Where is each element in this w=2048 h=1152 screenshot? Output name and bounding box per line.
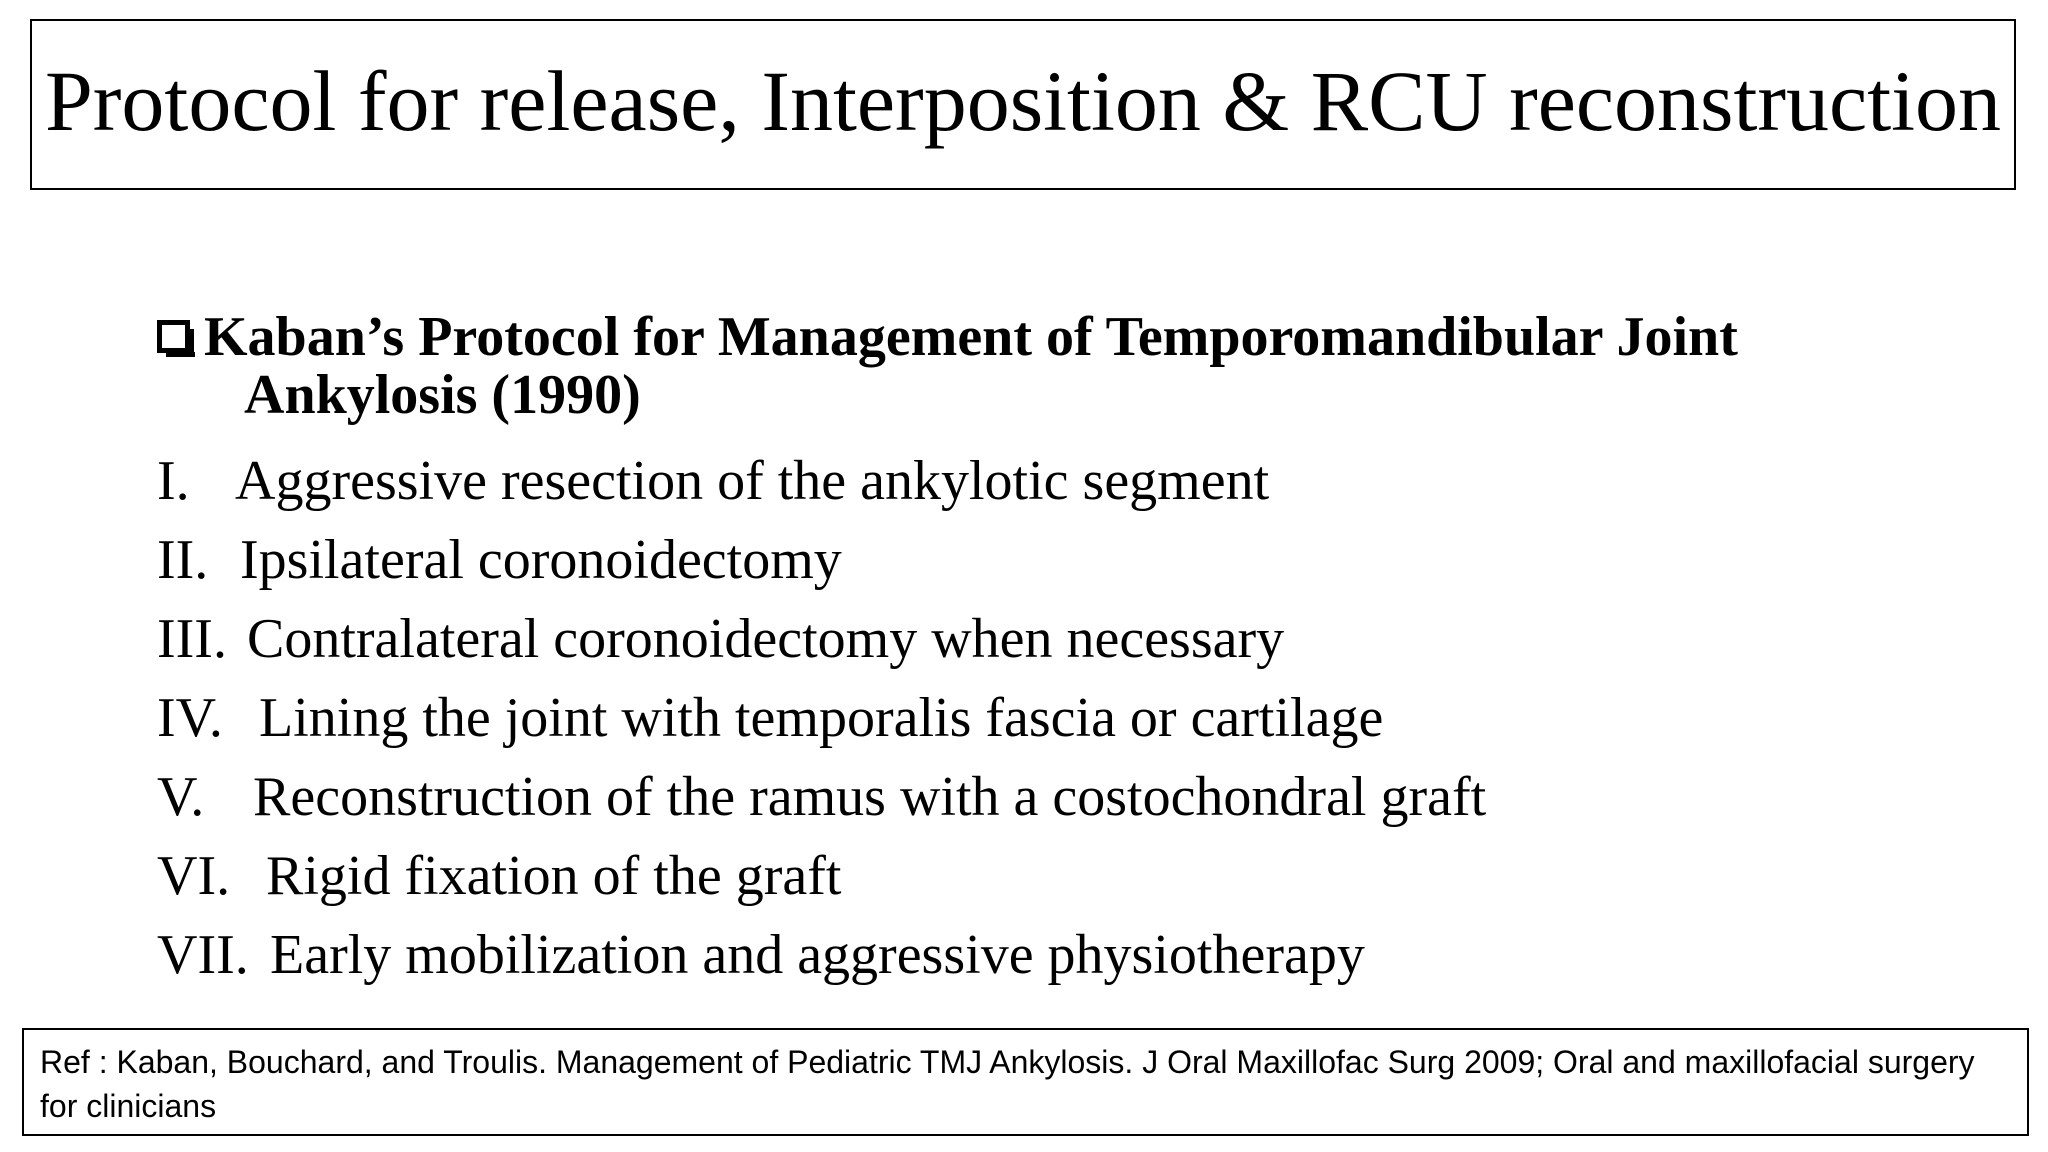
title-box [30,19,2016,190]
slide-content [157,308,1957,995]
list-item [157,916,1957,995]
slide-title: Protocol for release, Interposition & RCU reconstruction [44,52,2002,149]
list-item-text: Early mobilization and aggressive physiotherapy [270,924,1365,986]
list-item [157,521,1957,600]
list-item-number: V. [157,766,205,828]
list-item-text: Lining the joint with temporalis fascia or cartilage [259,687,1384,749]
list-item [157,679,1957,758]
reference-box [22,1028,2029,1136]
list-item-text: Ipsilateral coronoidectomy [240,529,842,591]
checkbox-icon [157,320,190,353]
list-item-number: VI. [157,845,231,907]
list-item-number: IV. [157,687,223,749]
heading-text [204,308,1957,424]
list-item-text: Aggressive resection of the ankylotic segment [235,450,1270,512]
reference-text: Ref : Kaban, Bouchard, and Troulis. Management of Pediatric TMJ Ankylosis. J Oral Maxillofac Surg 2009; Oral and maxillofacial surgery for clinicians [40,1044,1975,1124]
protocol-steps-list [157,442,1957,995]
list-item [157,600,1957,679]
list-item-text: Reconstruction of the ramus with a costochondral graft [253,766,1487,828]
list-item-text: Rigid fixation of the graft [266,845,842,907]
list-item [157,442,1957,521]
list-item-number: VII. [157,924,249,986]
list-item-number: II. [157,529,209,591]
heading-line-2: Ankylosis (1990) [244,364,641,426]
list-item-text: Contralateral coronoidectomy when necessary [247,608,1285,670]
list-item-number: III. [157,608,227,670]
list-item [157,758,1957,837]
heading-line-1: Kaban’s Protocol for Management of Temporomandibular Joint [204,306,1738,368]
list-item [157,837,1957,916]
list-item-number: I. [157,450,190,512]
protocol-heading [157,308,1957,424]
